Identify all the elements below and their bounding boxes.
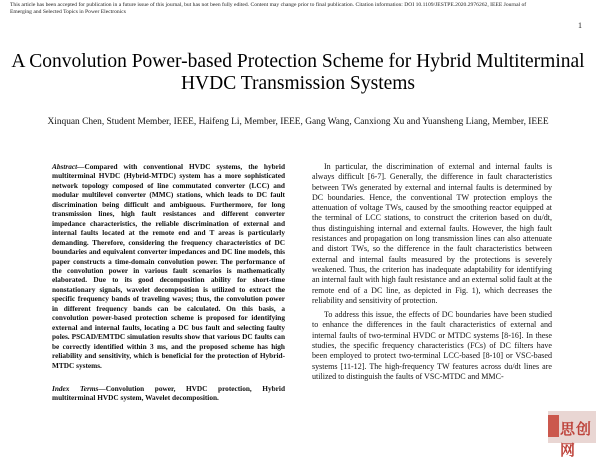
watermark-logo [548,411,596,459]
watermark-icon [548,415,559,437]
paper-title: A Convolution Power-based Protection Scheme for Hybrid Multiterminal HVDC Transmission Systems [11,51,585,94]
left-column [52,162,285,403]
author-list: Xinquan Chen, Student Member, IEEE, Haifeng Li, Member, IEEE, Gang Wang, Canxiong Xu and Yuansheng Liang, Member, IEEE [47,117,549,127]
body-paragraph-2: To address this issue, the effects of DC boundaries have been studied to enhance the differences in the fault characteristics of external and internal faults of two-terminal HVDC or MTDC systems [8-16]. In these studies, the specific frequency characteristics (FCs) of DC filters have been employed to protect two-terminal LCC-based [8-10] or VSC-based systems [11-12]. The high-frequency TW features across du/dt lines are utilized to distinguish the faults of VSC-MTDC and MMC- [312,310,552,381]
index-terms [52,384,285,403]
abstract-label: Abstract— [52,162,85,171]
index-terms-text: Convolution power, HVDC protection, Hybrid multiterminal HVDC system, Wavelet decomposition. [52,383,286,403]
right-column [312,162,552,382]
watermark-text: 思创网 [560,420,593,459]
abstract-text: Compared with conventional HVDC systems, the hybrid multiterminal HVDC (Hybrid-MTDC) system has a more sophisticated network topology composed of line commutated converter (LCC) and modular multilevel converter (MMC) stations, which leads to DC fault discrimination being difficult and ambiguous. Furthermore, for long transmission lines, high fault resistances and different converter impedance characteristics, the reliable discrimination of external and internal faults located at the remote end and T areas is particularly demanding. Therefore, considering the frequency characteristics of DC boundaries and equivalent converter impedances and DC line models, this paper constructs a time-domain convolution power. The performance of the convolution power in various fault scenarios is mathematically elaborated. Due to its good decomposition ability for short-time nonstationary signals, wavelet decomposition is utilized to extract the specific frequency bands of traveling waves; thus, the convolution power in different frequency bands can be calculated. On this basis, a convolution power-based protection scheme is proposed for identifying external and internal faults, locating a DC bus fault and selecting faulty poles. PSCAD/EMTDC simulation results show that various DC faults can be correctly identified within 3 ms, and the proposed scheme has high reliability and sensitivity, which is beneficial for the protection of Hybrid-MTDC systems. [52,162,285,370]
body-paragraph-1: In particular, the discrimination of external and internal faults is always difficult [6-7]. Generally, the difference in fault characteristics between TWs generated by external and internal faults is determined by DC boundaries. Hence, the conventional TW protection employs the attenuation of voltage TWs, caused by the smoothing reactor equipped at the terminal of LCC stations, to construct the criterion based on du/dt, thus distinguishing internal and external faults. However, the high fault resistances and propagation on long transmission lines can also attenuate and distort TWs, so the difference in the fault characteristics between external and internal faults measured by the protections is severely weakened. Thus, the criterion has inadequate adaptability for identifying an internal fault with high fault resistance and an external solid fault at the remote end of a DC line, as depicted in Fig. 1), which decreases the reliability and sensitivity of protection. [312,162,552,305]
page-number: 1 [578,21,582,30]
index-terms-label: Index Terms— [52,383,106,393]
publication-header-note: This article has been accepted for publication in a future issue of this journal, but has not been fully edited. Content may change prior to final publication. Citation information: DOI 10.1109/JESTPE.2020.2976262, IEEE Journal of Emerging and Selected Topics in Power Electronics [10,2,527,15]
abstract [52,162,285,370]
